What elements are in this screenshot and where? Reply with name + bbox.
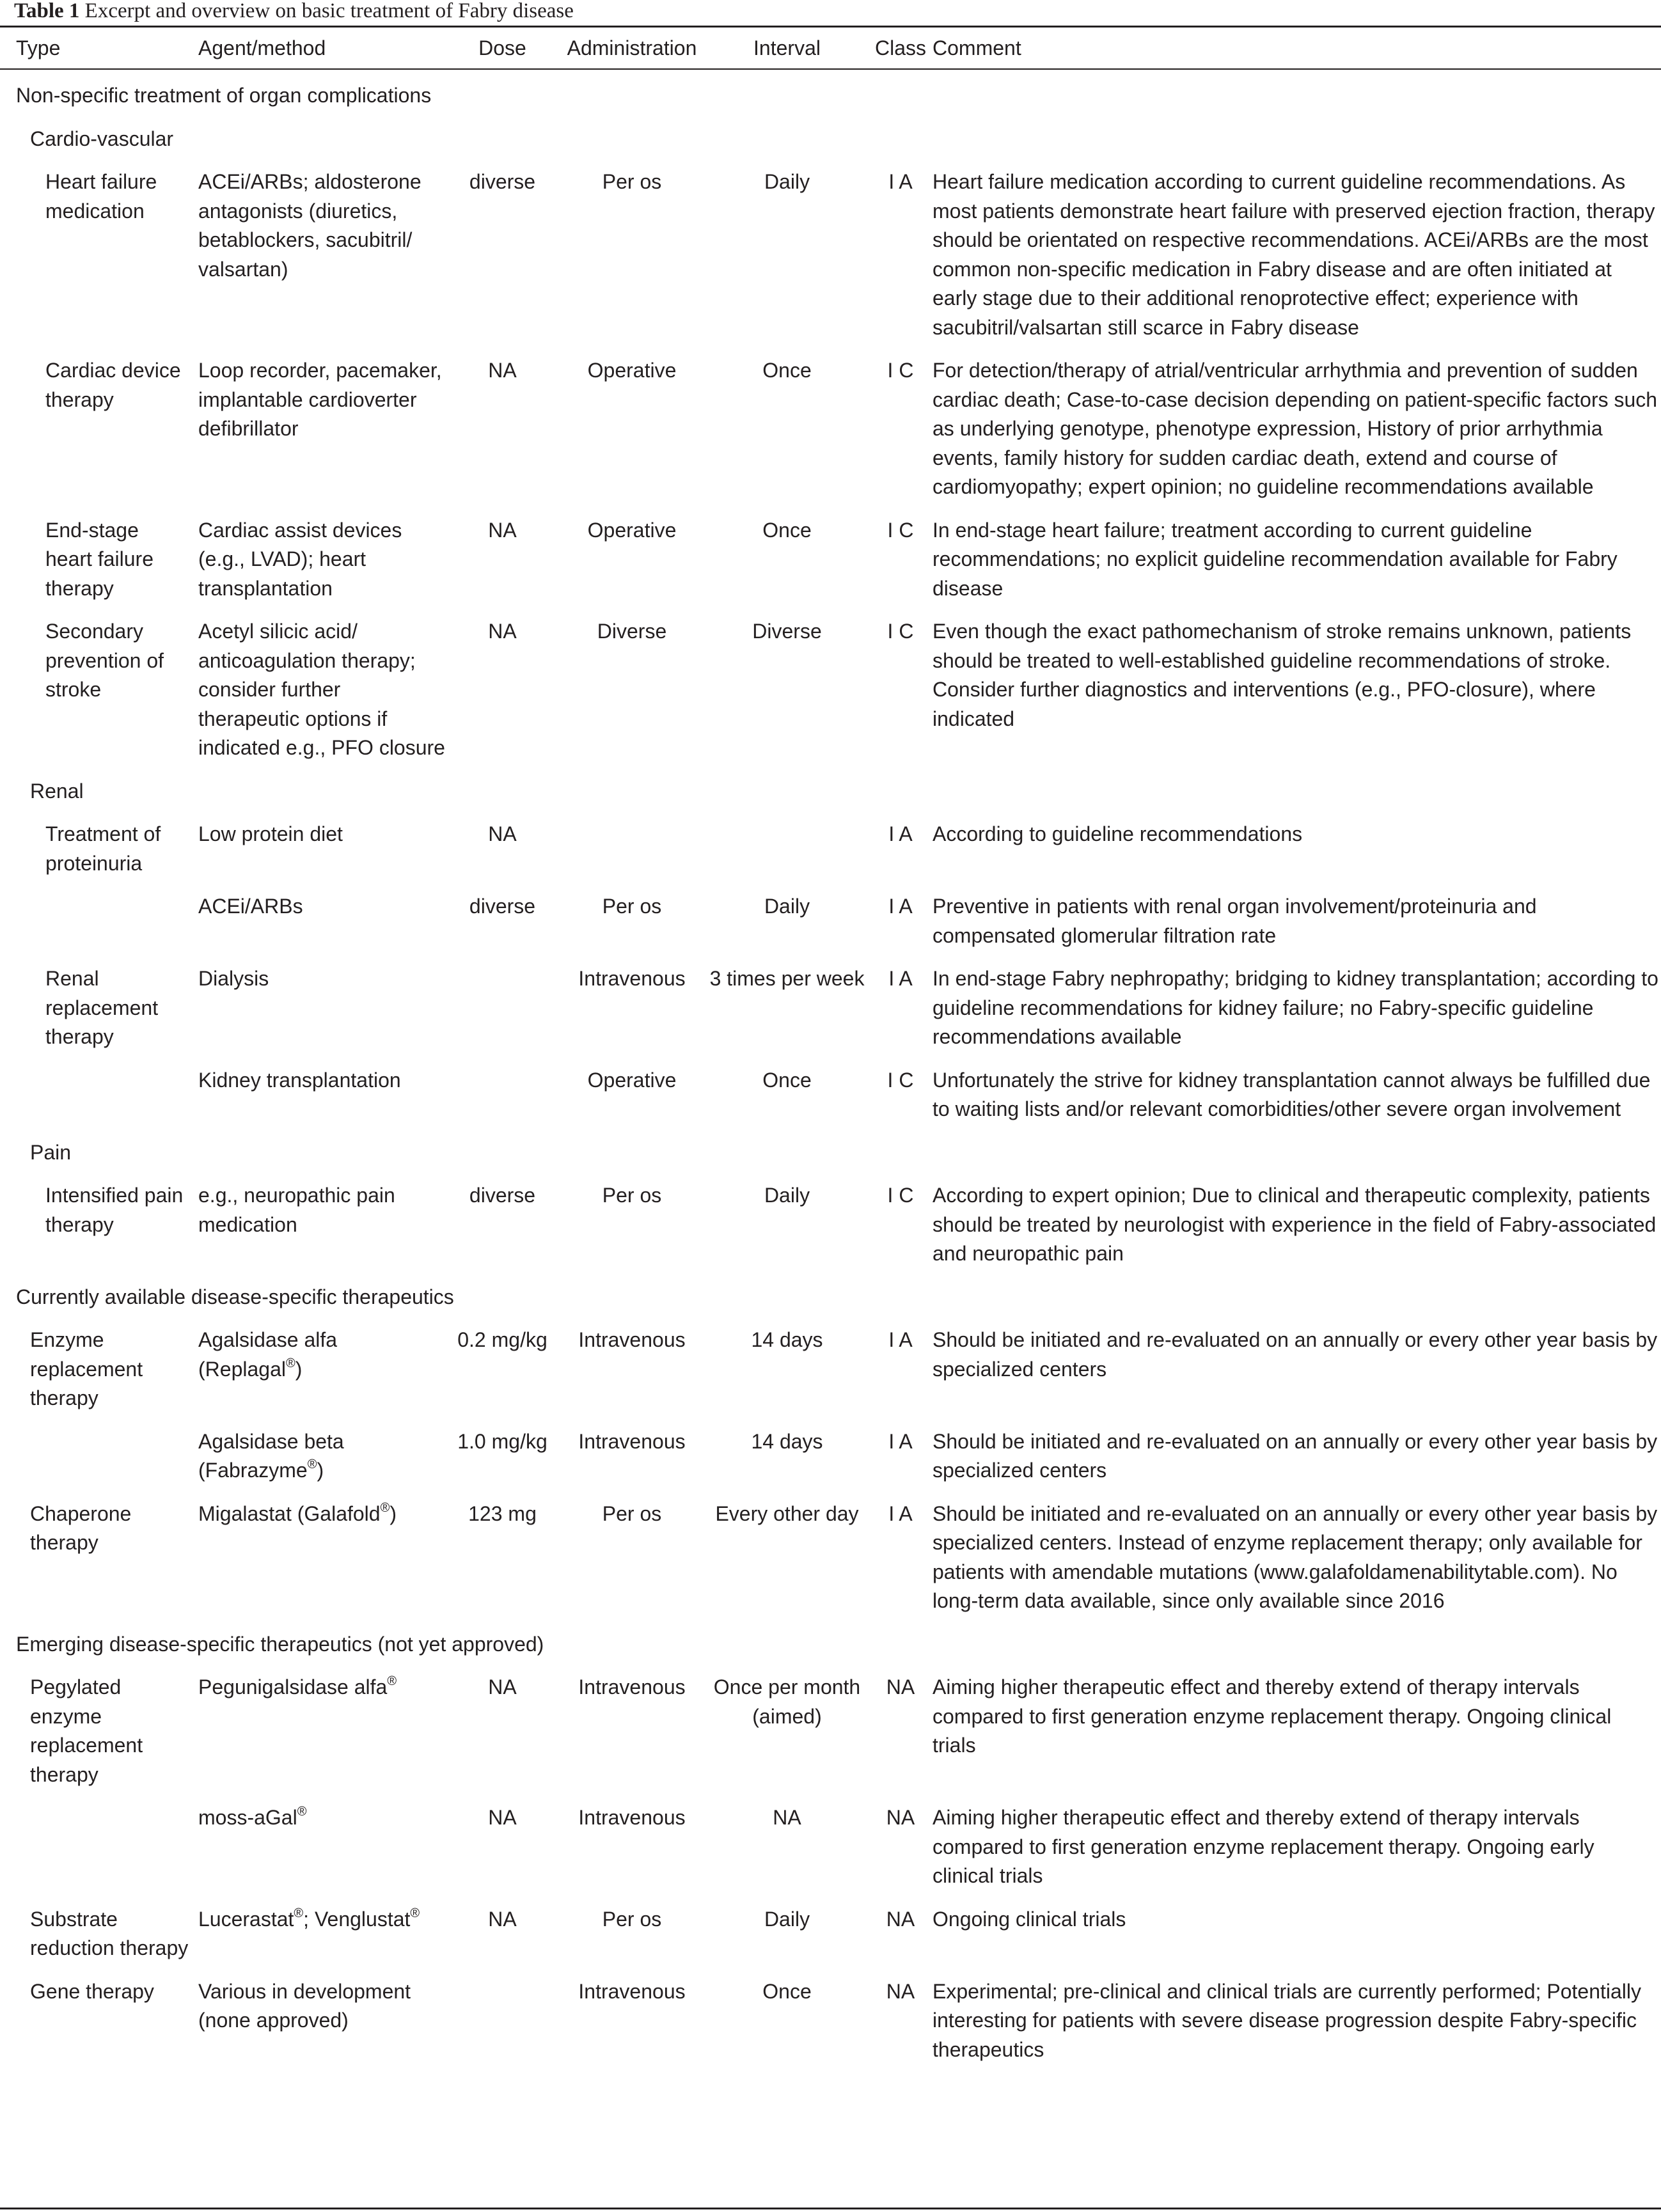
cell-dose: diverse xyxy=(469,170,536,193)
cell-interval: Once xyxy=(762,1979,812,2003)
cell-class: NA xyxy=(886,1907,915,1931)
cell-type: Renal replacement therapy xyxy=(45,967,159,1048)
cell-agent: Various in development (none approved) xyxy=(198,1979,411,2032)
table-header xyxy=(0,28,1661,68)
cell-comment: Preventive in patients with renal organ involvement/proteinuria and compensated glomerular filtration rate xyxy=(933,895,1537,947)
cell-dose xyxy=(446,950,558,1052)
registered-mark: ® xyxy=(410,1906,420,1920)
cell-type: Substrate reduction therapy xyxy=(30,1907,189,1959)
cell-class: I C xyxy=(887,518,914,542)
cell-comment: In end-stage Fabry nephropathy; bridging to kidney transplantation; according to guideline recommendations for kidney failure; no Fabry-specific guideline recommendations available xyxy=(933,967,1658,1048)
table-row xyxy=(0,806,1661,878)
cell-interval: 14 days xyxy=(751,1328,823,1351)
section-heading: Emerging disease-specific therapeutics (not yet approved) xyxy=(16,1632,544,1656)
cell-dose: NA xyxy=(488,1675,517,1698)
cell-agent xyxy=(191,1891,446,1963)
cell-interval: Once per month (aimed) xyxy=(713,1675,861,1728)
cell-comment: Aiming higher therapeutic effect and thereby extend of therapy intervals compared to first generation enzyme replacement therapy. Ongoing clinical trials xyxy=(933,1675,1612,1757)
cell-type xyxy=(0,1413,191,1486)
cell-agent: ACEi/ARBs xyxy=(198,895,303,918)
section-heading: Renal xyxy=(30,779,84,803)
cell-administration: Intravenous xyxy=(578,1429,686,1453)
cell-type: Chaperone therapy xyxy=(30,1502,132,1554)
cell-type: Cardiac device therapy xyxy=(45,359,181,411)
treatment-table xyxy=(0,28,1661,2064)
table-row xyxy=(0,950,1661,1052)
cell-dose: NA xyxy=(488,518,517,542)
cell-class: I A xyxy=(888,1328,913,1351)
cell-administration: Operative xyxy=(587,1068,677,1092)
cell-administration: Intravenous xyxy=(578,967,686,990)
cell-dose xyxy=(446,1052,558,1124)
cell-type xyxy=(0,878,191,950)
cell-type: Enzyme replacement therapy xyxy=(30,1328,143,1409)
cell-agent xyxy=(191,1413,446,1486)
cell-agent: Loop recorder, pacemaker, implantable cardioverter defibrillator xyxy=(198,359,442,440)
cell-dose: diverse xyxy=(469,895,536,918)
cell-agent: ACEi/ARBs; aldosterone antagonists (diuretics, betablockers, sacubitril/ valsartan) xyxy=(198,170,421,281)
table-caption-label: Table 1 xyxy=(14,0,80,22)
cell-administration: Operative xyxy=(587,359,677,382)
cell-agent: Low protein diet xyxy=(198,822,343,845)
cell-agent: Acetyl silicic acid/ anticoagulation therapy; consider further therapeutic options if indicated e.g., PFO closure xyxy=(198,620,445,759)
cell-dose: NA xyxy=(488,620,517,643)
cell-administration: Per os xyxy=(602,1502,662,1525)
agent-name: Migalastat (Galafold xyxy=(198,1502,381,1525)
cell-class: I C xyxy=(887,359,914,382)
cell-comment: Unfortunately the strive for kidney transplantation cannot always be fulfilled due to waiting lists and/or relevant comorbidities/other severe organ involvement xyxy=(933,1068,1651,1120)
cell-agent xyxy=(191,1486,446,1616)
cell-class: I C xyxy=(887,620,914,643)
agent-name: moss-aGal xyxy=(198,1806,297,1829)
cell-class: I A xyxy=(888,895,913,918)
agent-name-suffix: ) xyxy=(390,1502,397,1525)
registered-mark: ® xyxy=(380,1500,390,1515)
cell-type xyxy=(0,1052,191,1124)
agent-name-suffix: ; Venglustat xyxy=(303,1907,411,1931)
cell-comment: In end-stage heart failure; treatment according to current guideline recommendations; no explicit guideline recommendation available for Fabry disease xyxy=(933,518,1618,600)
cell-type: Secondary prevention of stroke xyxy=(45,620,164,701)
cell-comment: According to expert opinion; Due to clinical and therapeutic complexity, patients should be treated by neurologist with experience in the field of Fabry-associated and neuropathic pain xyxy=(933,1184,1657,1265)
cell-interval: Daily xyxy=(764,1184,810,1207)
cell-administration: Intravenous xyxy=(578,1979,686,2003)
table-row xyxy=(0,1052,1661,1124)
section-row xyxy=(0,68,1661,111)
cell-dose: 0.2 mg/kg xyxy=(457,1328,547,1351)
cell-comment: Ongoing clinical trials xyxy=(933,1907,1126,1931)
cell-agent: Kidney transplantation xyxy=(198,1068,401,1092)
table-row xyxy=(0,1167,1661,1269)
cell-interval: Daily xyxy=(764,895,810,918)
header-row xyxy=(0,28,1661,68)
cell-administration: Per os xyxy=(602,1907,662,1931)
table-row xyxy=(0,1413,1661,1486)
section-heading: Pain xyxy=(30,1140,72,1164)
cell-type: Treatment of proteinuria xyxy=(45,822,161,875)
cell-administration: Intravenous xyxy=(578,1806,686,1829)
header-administration: Administration xyxy=(567,36,697,59)
table-row xyxy=(0,878,1661,950)
cell-comment: Should be initiated and re-evaluated on an annually or every other year basis by specialized centers xyxy=(933,1429,1658,1482)
table-row xyxy=(0,1891,1661,1963)
cell-type: Intensified pain therapy xyxy=(45,1184,184,1236)
cell-class: I C xyxy=(887,1184,914,1207)
table-row xyxy=(0,1659,1661,1789)
cell-comment: Should be initiated and re-evaluated on an annually or every other year basis by specialized centers xyxy=(933,1328,1658,1381)
agent-name-suffix: ) xyxy=(295,1357,303,1381)
cell-agent xyxy=(191,1312,446,1413)
agent-name: Pegunigalsidase alfa xyxy=(198,1675,388,1698)
cell-class: I A xyxy=(888,1502,913,1525)
table-row xyxy=(0,502,1661,604)
cell-class: I A xyxy=(888,967,913,990)
cell-class: NA xyxy=(886,1806,915,1829)
registered-mark: ® xyxy=(285,1356,295,1370)
agent-name: Agalsidase alfa (Replagal xyxy=(198,1328,338,1381)
table-bottom-rule xyxy=(0,2208,1661,2209)
cell-interval: Every other day xyxy=(715,1502,859,1525)
section-heading: Cardio-vascular xyxy=(30,127,174,150)
table-caption-text: Excerpt and overview on basic treatment of Fabry disease xyxy=(79,0,574,22)
cell-agent: Dialysis xyxy=(198,967,269,990)
section-row xyxy=(0,111,1661,154)
cell-interval: Once xyxy=(762,518,812,542)
cell-interval: NA xyxy=(773,1806,801,1829)
cell-interval: Once xyxy=(762,359,812,382)
agent-name-suffix: ) xyxy=(317,1459,324,1482)
cell-interval: Once xyxy=(762,1068,812,1092)
cell-dose: NA xyxy=(488,1806,517,1829)
section-row xyxy=(0,1616,1661,1659)
cell-type: Pegylated enzyme replacement therapy xyxy=(30,1675,143,1786)
table-row xyxy=(0,1486,1661,1616)
cell-dose: diverse xyxy=(469,1184,536,1207)
registered-mark: ® xyxy=(294,1906,304,1920)
header-interval: Interval xyxy=(753,36,821,59)
agent-name: Lucerastat xyxy=(198,1907,294,1931)
table-top-rule xyxy=(0,26,1661,27)
table-row xyxy=(0,153,1661,342)
cell-type: Gene therapy xyxy=(30,1979,154,2003)
cell-class: I C xyxy=(887,1068,914,1092)
cell-comment: Even though the exact pathomechanism of stroke remains unknown, patients should be treated to well-established guideline recommendations of stroke. Consider further diagnostics and interventions (e.g., PFO-closure), where indicated xyxy=(933,620,1632,730)
cell-administration: Per os xyxy=(602,895,662,918)
cell-dose xyxy=(446,1963,558,2065)
cell-administration: Intravenous xyxy=(578,1675,686,1698)
header-comment: Comment xyxy=(933,36,1021,59)
cell-interval: Daily xyxy=(764,1907,810,1931)
cell-type: Heart failure medication xyxy=(45,170,157,223)
cell-interval: 14 days xyxy=(751,1429,823,1453)
table-row xyxy=(0,1963,1661,2065)
cell-agent xyxy=(191,1789,446,1891)
cell-comment: Aiming higher therapeutic effect and thereby extend of therapy intervals compared to first generation enzyme replacement therapy. Ongoing early clinical trials xyxy=(933,1806,1594,1887)
cell-administration: Per os xyxy=(602,1184,662,1207)
table-row xyxy=(0,1312,1661,1413)
cell-dose: NA xyxy=(488,822,517,845)
section-heading: Currently available disease-specific therapeutics xyxy=(16,1285,454,1308)
cell-comment: Should be initiated and re-evaluated on an annually or every other year basis by specialized centers. Instead of enzyme replacement therapy; only available for patients with amendable mutations (www.galafoldamenabilitytable.com). No long-term data available, since only available since 2016 xyxy=(933,1502,1658,1612)
cell-class: I A xyxy=(888,170,913,193)
registered-mark: ® xyxy=(297,1805,307,1819)
cell-administration: Intravenous xyxy=(578,1328,686,1351)
table-row xyxy=(0,342,1661,502)
cell-dose: 123 mg xyxy=(468,1502,537,1525)
cell-interval: Diverse xyxy=(752,620,822,643)
cell-interval: Daily xyxy=(764,170,810,193)
cell-comment: Experimental; pre-clinical and clinical trials are currently performed; Potentially interesting for patients with severe disease progression despite Fabry-specific therapeutics xyxy=(933,1979,1642,2061)
cell-class: I A xyxy=(888,1429,913,1453)
section-heading: Non-specific treatment of organ complications xyxy=(16,84,432,107)
cell-dose: 1.0 mg/kg xyxy=(457,1429,547,1453)
cell-agent xyxy=(191,1659,446,1789)
header-agent: Agent/method xyxy=(198,36,326,59)
cell-dose: NA xyxy=(488,1907,517,1931)
table-row xyxy=(0,1789,1661,1891)
cell-interval xyxy=(705,806,869,878)
cell-administration: Diverse xyxy=(597,620,667,643)
cell-agent: Cardiac assist devices (e.g., LVAD); heart transplantation xyxy=(198,518,402,600)
section-row xyxy=(0,1124,1661,1168)
header-type: Type xyxy=(16,36,61,59)
cell-administration xyxy=(558,806,705,878)
header-dose: Dose xyxy=(478,36,526,59)
cell-class: I A xyxy=(888,822,913,845)
cell-administration: Per os xyxy=(602,170,662,193)
header-class: Class xyxy=(874,36,926,59)
cell-agent: e.g., neuropathic pain medication xyxy=(198,1184,395,1236)
section-row xyxy=(0,1269,1661,1312)
cell-class: NA xyxy=(886,1979,915,2003)
table-body xyxy=(0,68,1661,2064)
cell-comment: According to guideline recommendations xyxy=(933,822,1303,845)
cell-administration: Operative xyxy=(587,518,677,542)
cell-class: NA xyxy=(886,1675,915,1698)
cell-dose: NA xyxy=(488,359,517,382)
agent-name: Agalsidase beta (Fabrazyme xyxy=(198,1429,344,1482)
cell-comment: For detection/therapy of atrial/ventricular arrhythmia and prevention of sudden cardiac death; Case-to-case decision depending on patient-specific factors such as underlying genotype, phenotype expression, History of prior arrhythmia events, family history for sudden cardiac death, extend and course of cardiomyopathy; expert opinion; no guideline recommendations available xyxy=(933,359,1658,498)
cell-type: End-stage heart failure therapy xyxy=(45,518,154,600)
registered-mark: ® xyxy=(307,1457,317,1472)
table-caption xyxy=(14,0,574,22)
registered-mark: ® xyxy=(387,1674,397,1689)
cell-comment: Heart failure medication according to current guideline recommendations. As most patients demonstrate heart failure with preserved ejection fraction, therapy should be orientated on respective recommendations. ACEi/ARBs are the most common non-specific medication in Fabry disease and are often initiated at early stage due to their additional renoprotective effect; experience with sacubitril/valsartan still scarce in Fabry disease xyxy=(933,170,1655,339)
section-row xyxy=(0,763,1661,806)
table-row xyxy=(0,603,1661,763)
cell-type xyxy=(0,1789,191,1891)
cell-interval: 3 times per week xyxy=(709,967,865,990)
